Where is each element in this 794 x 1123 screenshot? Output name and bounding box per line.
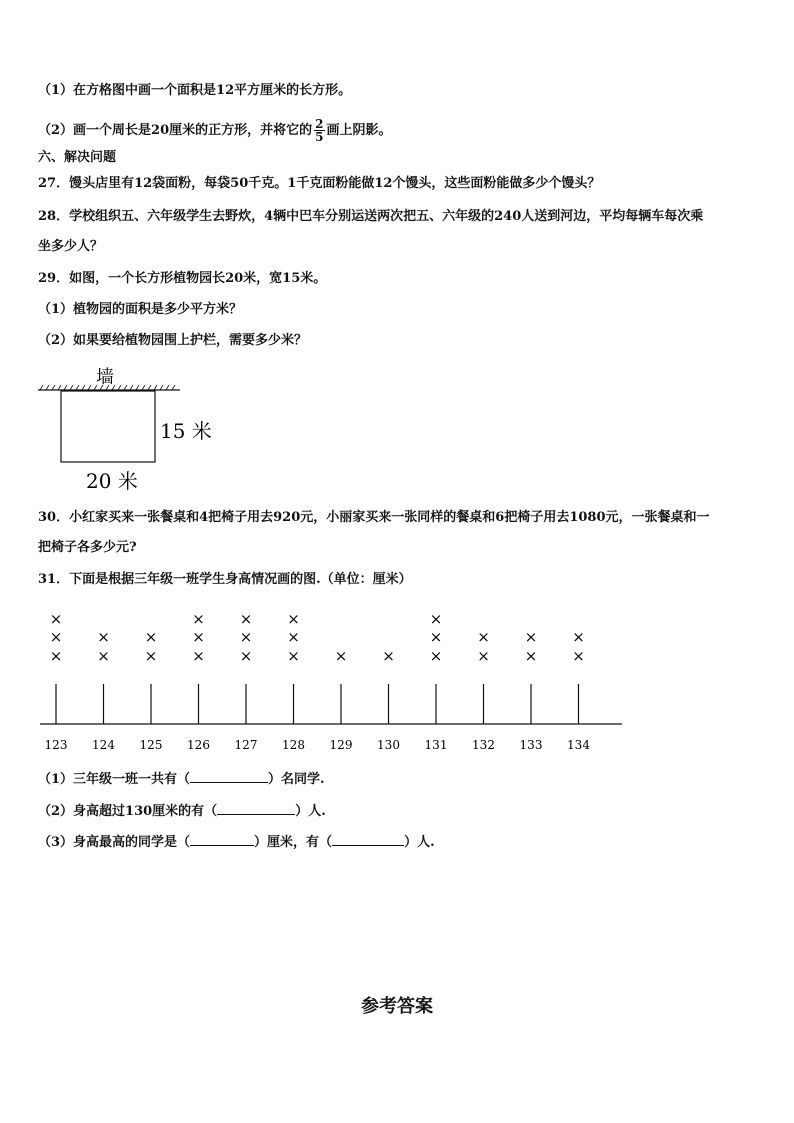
mark-132-2: ×: [477, 628, 490, 646]
mark-130-1: ×: [382, 647, 395, 665]
mark-131-2: ×: [429, 628, 443, 646]
q31-sub1: （1）三年级一班一共有（ ）名同学.: [38, 772, 325, 787]
tick-label-127: 127: [234, 738, 258, 752]
answer-blank-over-130[interactable]: [217, 802, 295, 815]
answer-section-title: 参考答案: [361, 996, 433, 1017]
section6-title: 六、解决问题: [38, 150, 117, 165]
tick-label-123: 123: [44, 738, 68, 752]
q30-line2: 把椅子各多少元?: [38, 540, 137, 555]
mark-123-3: ×: [49, 610, 63, 628]
mark-131-1: ×: [429, 647, 443, 665]
tick-label-134: 134: [567, 738, 590, 752]
mark-127-3: ×: [239, 610, 253, 628]
mark-132-1: ×: [477, 647, 490, 665]
mark-133-1: ×: [524, 647, 538, 665]
q28-line1: 28．学校组织五、六年级学生去野炊，4辆中巴车分别运送两次把五、六年级的240人送到河边，平均每辆车每次乘: [38, 209, 704, 224]
q29-sub2: （2）如果要给植物园围上护栏，需要多少米？: [38, 333, 308, 348]
mark-126-2: ×: [192, 628, 205, 646]
plot-marks: [45, 610, 591, 752]
mark-134-1: ×: [572, 647, 585, 665]
tick-label-128: 128: [282, 738, 305, 752]
mark-126-3: ×: [192, 610, 205, 628]
mark-126-1: ×: [192, 647, 205, 665]
mark-127-2: ×: [239, 628, 253, 646]
garden-rectangle: [61, 391, 155, 462]
mark-129-1: ×: [334, 647, 348, 665]
wall-label: 墙: [96, 367, 114, 388]
mark-133-2: ×: [524, 628, 538, 646]
mark-123-1: ×: [49, 647, 63, 665]
q26-sub2: （2）画一个周长是20厘米的正方形，并将它的 $\frac{2}{5}$ 画上阴影。: [38, 117, 392, 144]
q29-stem: 29．如图，一个长方形植物园长20米，宽15米。: [38, 271, 327, 286]
garden-figure: [30, 360, 230, 495]
mark-134-2: ×: [572, 628, 585, 646]
tick-label-124: 124: [92, 738, 115, 752]
q30-line1: 30．小红家买来一张餐桌和4把椅子用去920元，小丽家买来一张同样的餐桌和6把椅子用去1080元，一张餐桌和一: [38, 510, 710, 525]
mark-123-2: ×: [49, 628, 63, 646]
mark-125-1: ×: [144, 647, 158, 665]
tick-label-126: 126: [187, 738, 210, 752]
q28-line2: 坐多少人？: [38, 239, 104, 254]
mark-128-3: ×: [287, 610, 300, 628]
answer-blank-tallest-count[interactable]: [332, 833, 404, 846]
tick-label-129: 129: [329, 738, 353, 752]
mark-124-1: ×: [97, 647, 110, 665]
mark-124-2: ×: [97, 628, 110, 646]
mark-128-2: ×: [287, 628, 300, 646]
length-label: 20 米: [86, 469, 138, 493]
q26-sub1: （1）在方格图中画一个面积是12平方厘米的长方形。: [38, 83, 352, 98]
q31-sub3: （3）身高最高的同学是（ ）厘米，有（ ）人.: [38, 835, 435, 850]
tick-label-133: 133: [519, 738, 543, 752]
tick-label-125: 125: [139, 738, 163, 752]
tick-label-132: 132: [472, 738, 495, 752]
q31-stem: 31．下面是根据三年级一班学生身高情况画的图.（单位：厘米）: [38, 572, 412, 587]
mark-131-3: ×: [429, 610, 443, 628]
q31-sub2: （2）身高超过130厘米的有（ ）人.: [38, 804, 326, 819]
mark-127-1: ×: [239, 647, 253, 665]
q27: 27．馒头店里有12袋面粉，每袋50千克。1千克面粉能做12个馒头，这些面粉能做多少个馒头？: [38, 176, 601, 191]
mark-128-1: ×: [287, 647, 300, 665]
q29-sub1: （1）植物园的面积是多少平方米？: [38, 302, 243, 317]
tick-label-131: 131: [424, 738, 448, 752]
height-dot-plot: [0, 600, 794, 760]
answer-blank-tallest[interactable]: [190, 833, 254, 846]
tick-label-130: 130: [377, 738, 400, 752]
width-label: 15 米: [160, 419, 212, 443]
fraction-two-fifths: $\frac{2}{5}$: [315, 117, 324, 144]
answer-blank-total[interactable]: [190, 770, 268, 783]
mark-125-2: ×: [144, 628, 158, 646]
